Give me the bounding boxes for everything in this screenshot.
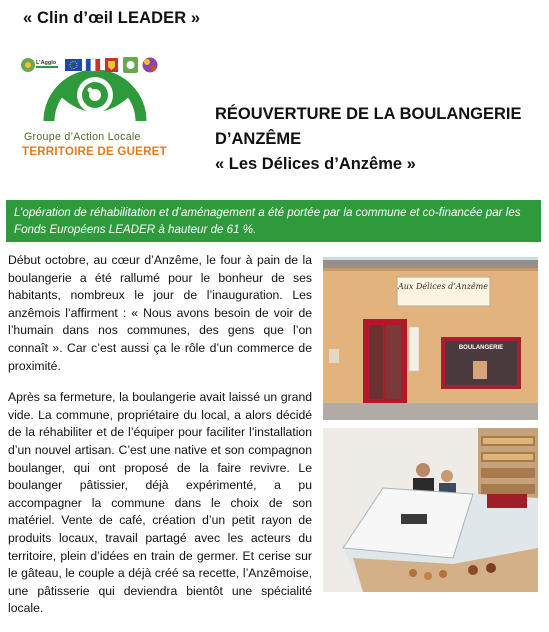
body-paragraph-1: Début octobre, au cœur d’Anzême, le four à pain de la boulangerie a été rallumé pour le bonheur de ses habitants, nombreux le jour de l’inauguration. Les anzêmois l’affirment : « Nous avons besoin de voir de l’humain dans nos communes, des gens que l’on connaît ». Car c’est aussi ça le rôle d’un commerce de proximité.: [8, 253, 312, 373]
logo-territory-text: TERRITOIRE DE GUERET: [22, 145, 167, 158]
shop-interior-photo: [323, 428, 538, 592]
section-kicker: « Clin d’œil LEADER »: [23, 9, 201, 27]
funding-banner-text: L’opération de réhabilitation et d’aménagement a été portée par la commune et co-financée par les Fonds Européens LEADER à hauteur de 61 %.: [14, 206, 521, 236]
storefront-sign-text: Aux Délices d’Anzême: [398, 282, 488, 291]
funding-banner: [6, 200, 541, 242]
partner-logos: [19, 55, 169, 75]
article-headline: [215, 102, 535, 177]
body-paragraph-2: Après sa fermeture, la boulangerie avait laissé un grand vide. La commune, propriétaire du local, a alors décidé de la réhabiliter et de l’équiper pour faciliter l’installation d’un nouvel artisan. C’est une native et son compagnon boulanger, qui ont proposé de la faire revivre. Le boulanger pâtissier, déjà expérimenté, a pu accompagner la commune dans le choix de son matériel. Vente de café, création d’un petit rayon de produits locaux, travail partagé avec les acteurs du territoire, plein d’idées en train de germer. Et cerise sur le gâteau, le couple a déjà créé sa recette, l’Anzêmoise, une pâtisserie qui deviendra bientôt une spécialité locale.: [8, 390, 312, 616]
gal-logo: [19, 55, 174, 185]
window-sign-text: BOULANGERIE: [458, 345, 504, 351]
storefront-photo: [323, 257, 538, 420]
headline-line-2: D’ANZÊME: [215, 130, 302, 148]
headline-line-1: RÉOUVERTURE DE LA BOULANGERIE: [215, 105, 522, 123]
headline-line-3: « Les Délices d’Anzême »: [215, 155, 416, 173]
agglo-logo-text: L’Agglo: [36, 60, 57, 66]
logo-gal-text: Groupe d’Action Locale: [24, 131, 141, 143]
article-body: [8, 252, 312, 632]
